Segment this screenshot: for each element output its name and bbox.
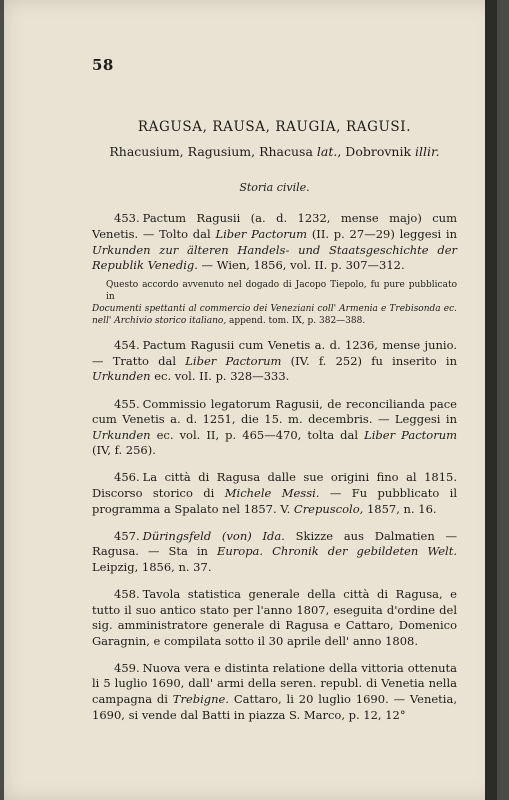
entry-459: 459. Nuova vera e distinta relatione della vittoria ottenuta li 5 luglio 1690, dall' armi della seren. republ. di Venetia nella campagna di Trebigne. Cattaro, li 20 luglio 1690. — Venetia, 1690, si vende dal Batti in piazza S. Marco, p. 12, 12° bbox=[92, 660, 457, 722]
page-content bbox=[92, 58, 457, 732]
book-page bbox=[4, 0, 497, 800]
entry-456: 456. La città di Ragusa dalle sue origini fino al 1815. Discorso storico di Michele Messi. — Fu pubblicato il programma a Spalato nel 1857. V. Crepuscolo, 1857, n. 16. bbox=[92, 470, 457, 516]
page-edge-shadow bbox=[485, 0, 497, 800]
entry-455: 455. Commissio legatorum Ragusii, de reconcilianda pace cum Venetis a. d. 1251, die 15. m. decembris. — Leggesi in Urkunden ec. vol. II, p. 465—470, tolta dal Liber Pactorum (IV, f. 256). bbox=[92, 396, 458, 458]
entry-453: 453. Pactum Ragusii (a. d. 1232, mense majo) cum Venetis. — Tolto dal Liber Pactorum (II. p. 27—29) leggesi in Urkunden zur älteren Handels- und Staatsgeschichte der Republik Venedig. — Wien, 1856, vol. II. p. 307—312. bbox=[92, 211, 457, 273]
section-heading: Storia civile. bbox=[239, 180, 310, 194]
footnote-453: Questo accordo avvenuto nel dogado di Jacopo Tiepolo, fu pure pubblicato inDocumenti spettanti al commercio dei Veneziani coll' Armenia e Trebisonda ec. nell' Archivio storico italiano, append. tom. IX, p. 382—388. bbox=[92, 279, 457, 326]
page-subtitle bbox=[92, 144, 457, 160]
entry-454: 454. Pactum Ragusii cum Venetis a. d. 1236, mense junio. — Tratto dal Liber Pactorum (IV. f. 252) fu inserito in Urkunden ec. vol. II. p. 328—333. bbox=[92, 338, 457, 384]
page-title: RAGUSA, RAUSA, RAUGIA, RAGUSI. bbox=[137, 118, 412, 135]
subtitle-illir: illir. bbox=[415, 144, 440, 160]
subtitle-text: Rhacusium, Ragusium, Rhacusa bbox=[109, 144, 317, 160]
entry-458: 458. Tavola statistica generale della città di Ragusa, e tutto il suo antico stato per l'anno 1807, eseguita d'ordine del sig. amministratore generale di Ragusa e Cattaro, Domenico Garagnin, e compilata sotto il 30 aprile dell' anno 1808. bbox=[92, 586, 457, 648]
subtitle-sep: , Dobrovnik bbox=[337, 144, 416, 160]
subtitle-lat: lat. bbox=[316, 144, 338, 160]
entry-457: 457. Düringsfeld (von) Ida. Skizze aus Dalmatien — Ragusa. — Sta in Europa. Chronik der gebildeten Welt. Leipzig, 1856, n. 37. bbox=[92, 528, 457, 574]
page-number: 58 bbox=[92, 56, 114, 74]
